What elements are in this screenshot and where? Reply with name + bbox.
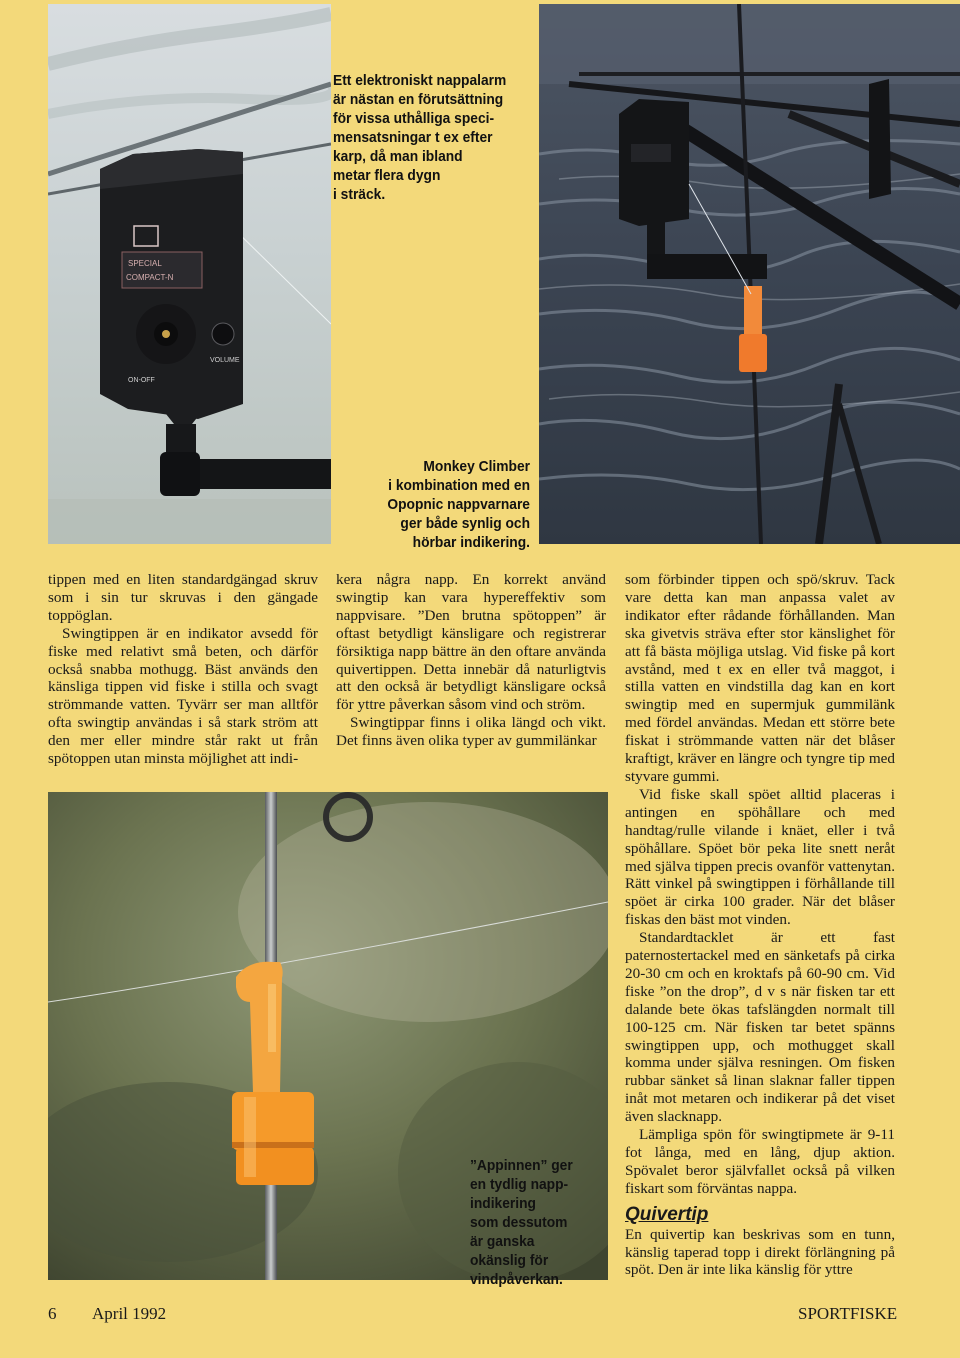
issue-date: April 1992 — [92, 1304, 167, 1323]
column2-paragraph-1: kera några napp. En korrekt använd swingtip kan vara hypereffektiv som nappvisare. ”Den brutna spötoppen” är oftast betydligt känsligare och registrerar försiktiga napp bättre än den oftare använda quivertippen. Detta innebär då naturligtvis att den också är betydligt känsligare också för yttre påverkan såsom vind och ström. — [336, 571, 606, 714]
monkey-climber-photo — [539, 4, 960, 544]
article-column-2 — [336, 571, 606, 750]
article-column-1 — [48, 571, 318, 768]
subhead-quivertip: Quivertip — [625, 1203, 709, 1225]
magazine-name: SPORTFISKE — [798, 1304, 898, 1323]
caption-electronic-alarm: Ett elektroniskt nappalarm är nästan en förutsättning för vissa uthålliga speci- mensatsningar t ex efter karp, då man ibland metar flera dygn i sträck. — [333, 72, 507, 203]
article-column-3 — [625, 571, 895, 1279]
column2-paragraph-2: Swingtippar finns i olika längd och vikt. Det finns även olika typer av gummilänkar — [336, 714, 606, 750]
volume-label: VOLUME — [210, 357, 240, 364]
page-number: 6 — [48, 1304, 57, 1323]
device-label-line1: SPECIAL — [128, 259, 162, 268]
device-label-line2: COMPACT-N — [126, 273, 174, 282]
column3-paragraph-5: En quivertip kan beskrivas som en tunn, känslig taperad topp i direkt förlängning på spöt. Den är inte lika känslig för yttre — [625, 1225, 895, 1279]
column3-paragraph-2: Vid fiske skall spöet alltid placeras i antingen en spöhållare och med handtag/rulle vilande i knäet, eller i två spöhållare. Spöet bör peka lite snett neråt med själva tippen precis ovanför vattenytan. Rätt vinkel på swingtippen i förhållande till spöet är cirka 100 grader. När det blåser fiskas den bäst mot vinden. — [625, 785, 895, 929]
caption-monkey-climber: Monkey Climber i kombination med en Opopnic nappvarnare ger både synlig och hörbar indikering. — [387, 458, 530, 551]
column3-paragraph-1: som förbinder tippen och spö/skruv. Tack vare detta kan man anpassa valet av indikator efter rådande förhållanden. Man ska givetvis sträva efter stor känslighet för att få bästa möjliga utslag. Vid fiske på kort avstånd, med t ex en eller två maggot, i stilla vatten en vindstilla dag kan en kort swingtip med en supermjuk gummilänk med fördel användas. Medan ett större bete fiskat i strömmande vatten när det blåser kraftigt, kräver en längre och tyngre tip med styvare gummi. — [625, 571, 895, 785]
caption-appinnen: ”Appinnen” ger en tydlig napp- indikering som dessutom är ganska okänslig för vindpåverkan. — [470, 1157, 573, 1288]
on-off-label: ON-OFF — [128, 377, 155, 384]
column3-paragraph-4: Lämpliga spön för swingtipmete är 9-11 fot långa, med en lång, djup aktion. Spövalet beror självfallet också på vilken fiskart som förväntas nappa. — [625, 1126, 895, 1197]
column1-paragraph-2: Swingtippen är en indikator avsedd för fiske med relativt små beten, och därför också snabba mothugg. Bäst används den känsliga tippen vid fiske i stilla och svagt strömmande vatten. Tyvärr ser man alltför ofta swingtip användas i så stark ström att den mer eller mindre står rakt ut från spötoppen utan minsta möjlighet att indi- — [48, 624, 318, 768]
column3-paragraph-3: Standardtacklet är ett fast paternostertackel med en sänketafs på cirka 20-30 cm och en kroktafs på 60-90 cm. Vid fiske ”on the drop”, d v s när fisken tar ett dalande bete ökas tafslängden normalt till 100-125 cm. När fisken tar betet spänns swingtippen upp, och mothugget skall komma under själva resningen. Om fisken rubbar sänket så linan slaknar faller tippen inåt mot metaren och indikerar på det viset även slacknapp. — [625, 929, 895, 1126]
bite-alarm-photo — [48, 4, 331, 544]
column1-paragraph-1: tippen med en liten standardgängad skruv som i sin tur skruvas i den gängade toppöglan. — [48, 571, 318, 624]
